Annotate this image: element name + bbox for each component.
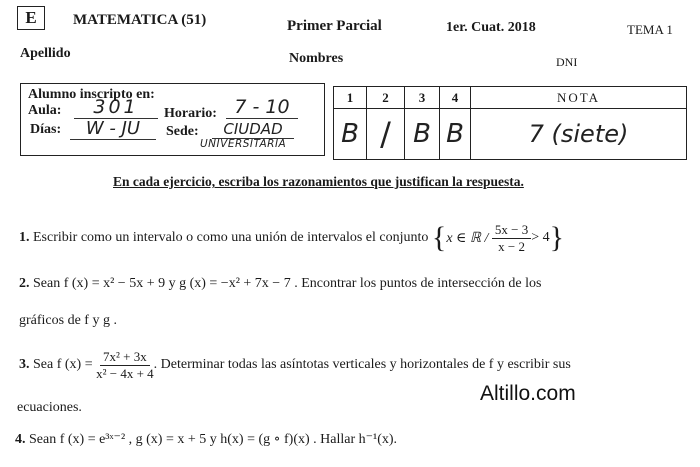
right-brace-icon: }: [549, 221, 565, 254]
exam-title: Primer Parcial: [287, 18, 382, 34]
dias-value: W - JU: [70, 118, 156, 140]
question-3-pre: Sea f (x) =: [33, 357, 93, 372]
question-3-numerator: 7x² + 3x: [100, 349, 150, 366]
set-fraction-denominator: x − 2: [498, 238, 525, 254]
grade-header-2: 2: [367, 87, 405, 109]
question-1-text: Escribir como un intervalo o como una unión de intervalos el conjunto: [33, 230, 429, 245]
aula-value: 301: [74, 96, 158, 119]
question-3-line2: ecuaciones.: [17, 400, 82, 415]
tema-letter-box: E: [17, 6, 45, 30]
exam-term: 1er. Cuat. 2018: [446, 20, 536, 35]
sede-label: Sede:: [166, 124, 199, 139]
question-3-number: 3.: [19, 357, 30, 372]
question-2-line2: gráficos de f y g .: [19, 313, 117, 328]
grade-mark-3: B: [405, 109, 440, 160]
grade-mark-2: /: [367, 109, 405, 160]
horario-label: Horario:: [164, 106, 217, 121]
instruction-text: En cada ejercicio, escriba los razonamientos que justifican la respuesta.: [113, 174, 524, 189]
course-title: MATEMATICA (51): [73, 12, 207, 28]
question-2-number: 2.: [19, 276, 30, 291]
question-1: [19, 218, 564, 258]
grade-header-nota: NOTA: [471, 87, 687, 109]
grades-table: [333, 86, 687, 160]
question-2-text: Sean f (x) = x² − 5x + 9 y g (x) = −x² + 7x − 7 . Encontrar los puntos de intersección de los: [33, 276, 542, 291]
grade-mark-4: B: [440, 109, 471, 160]
question-3-line1: [19, 343, 571, 387]
set-fraction: [492, 222, 531, 255]
grade-nota: 7 (siete): [471, 109, 687, 160]
question-1-set: [432, 222, 564, 255]
horario-value: 7 - 10: [226, 96, 298, 119]
question-3-post: . Determinar todas las asíntotas verticales y horizontales de f y escribir sus: [153, 357, 571, 372]
question-4-text: Sean f (x) = e³ˣ⁻² , g (x) = x + 5 y h(x) = (g ∘ f)(x) . Hallar h⁻¹(x).: [29, 432, 398, 447]
tema-label: TEMA 1: [627, 22, 673, 37]
nombres-label: Nombres: [289, 51, 344, 66]
aula-label: Aula:: [28, 103, 62, 118]
question-1-number: 1.: [19, 230, 30, 245]
sede-value-line1: CIUDAD: [212, 120, 294, 139]
left-brace-icon: {: [431, 221, 447, 254]
sede-value-line2: UNIVERSITARIA: [200, 138, 287, 150]
grade-header-3: 3: [405, 87, 440, 109]
question-4-number: 4.: [15, 432, 26, 447]
watermark-text: Altillo.com: [480, 382, 576, 405]
set-suffix: > 4: [531, 230, 550, 245]
question-3-fraction: [96, 349, 154, 382]
apellido-label: Apellido: [20, 46, 71, 61]
dias-label: Días:: [30, 122, 62, 137]
grade-header-4: 4: [440, 87, 471, 109]
set-fraction-numerator: 5x − 3: [492, 222, 531, 239]
set-prefix: x ∈ ℝ /: [446, 230, 489, 246]
question-2-line1: [19, 276, 541, 292]
grade-mark-1: B: [334, 109, 367, 160]
dni-label: DNI: [556, 55, 578, 69]
question-3-denominator: x² − 4x + 4: [96, 365, 154, 381]
student-box-title: Alumno inscripto en:: [28, 87, 155, 102]
grade-header-1: 1: [334, 87, 367, 109]
question-4: [15, 431, 397, 448]
